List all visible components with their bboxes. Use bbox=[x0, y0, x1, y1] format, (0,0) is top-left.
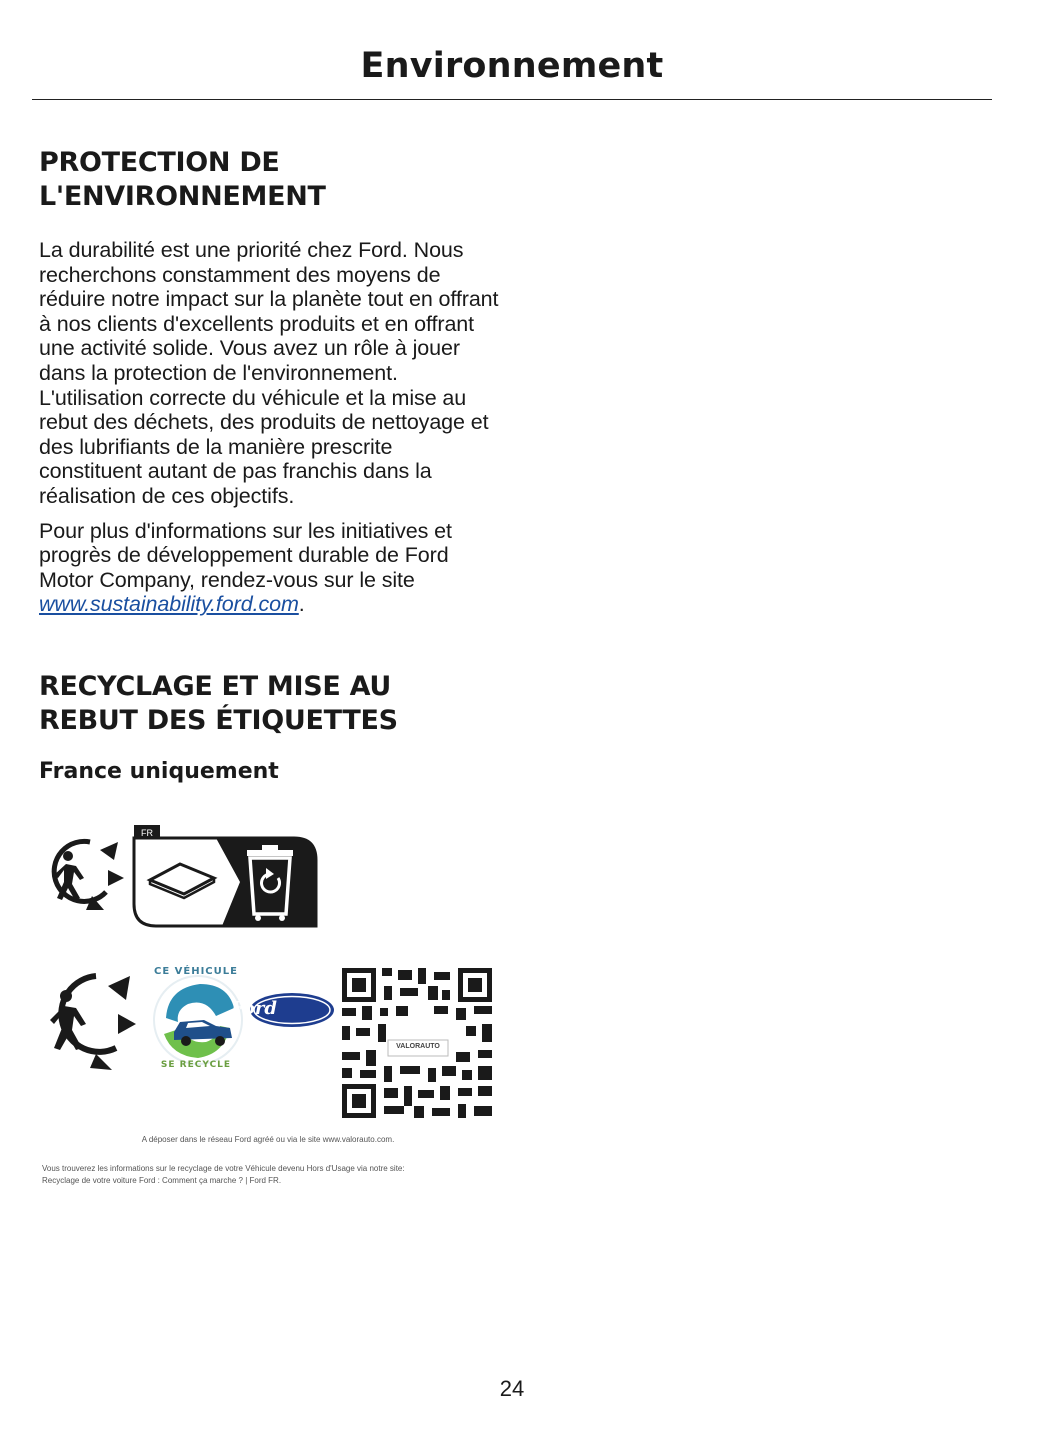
heading-line-1: PROTECTION DE bbox=[39, 147, 280, 178]
heading-line-2: REBUT DES ÉTIQUETTES bbox=[39, 705, 398, 736]
heading-line-1: RECYCLAGE ET MISE AU bbox=[39, 671, 392, 702]
page-number: 24 bbox=[499, 1376, 525, 1401]
caption-info-line-2: Recyclage de votre voiture Ford : Comment ça marche ? | Ford FR. bbox=[42, 1176, 282, 1185]
section-heading-protection bbox=[39, 146, 499, 214]
header-divider bbox=[32, 99, 992, 100]
seal-bottom-text: SE RECYCLE bbox=[160, 1060, 232, 1070]
subheading-france-only: France uniquement bbox=[39, 759, 279, 784]
vehicle-recycles-seal bbox=[154, 976, 242, 1064]
section-environment-protection bbox=[39, 146, 499, 617]
paragraph-end: . bbox=[298, 592, 305, 617]
qr-center-text: VALORAUTO bbox=[396, 1043, 440, 1050]
triman-sorting-label bbox=[44, 822, 320, 930]
fr-tab-label: FR bbox=[141, 828, 153, 838]
caption-info-line-1: Vous trouverez les informations sur le recyclage de votre Véhicule devenu Hors d'Usage via notre site: bbox=[42, 1164, 405, 1173]
seal-top-text: CE VÉHICULE bbox=[154, 966, 238, 977]
triman-icon bbox=[54, 841, 124, 910]
section-heading-recycling bbox=[39, 670, 499, 738]
ford-logo-text: Ford bbox=[231, 998, 277, 1019]
sustainability-link[interactable]: www.sustainability.ford.com bbox=[39, 592, 299, 617]
paragraph-more-info bbox=[39, 519, 499, 617]
section-label-recycling bbox=[39, 670, 499, 786]
paragraph-text: Pour plus d'informations sur les initiatives et progrès de développement durable de Ford Motor Company, rendez-vous sur le site bbox=[39, 518, 452, 592]
caption-deposit: A déposer dans le réseau Ford agréé ou via le site www.valorauto.com. bbox=[141, 1135, 395, 1144]
triman-icon bbox=[50, 976, 136, 1070]
vehicle-recycling-label bbox=[38, 962, 498, 1192]
recycling-label-graphics bbox=[38, 962, 498, 1122]
page-header-title: Environnement bbox=[360, 46, 664, 86]
heading-line-2: L'ENVIRONNEMENT bbox=[39, 181, 326, 212]
paragraph-sustainability: La durabilité est une priorité chez Ford. Nous recherchons constamment des moyens de réduire notre impact sur la planète tout en offrant à nos clients d'excellents produits et en offrant une activité solide. Vous avez un rôle à jouer dans la protection de l'environnement. L'utilisation correcte du véhicule et la mise au rebut des déchets, des produits de nettoyage et des lubrifiants de la manière prescrite constituent autant de pas franchis dans la réalisation de ces objectifs. bbox=[39, 238, 499, 508]
